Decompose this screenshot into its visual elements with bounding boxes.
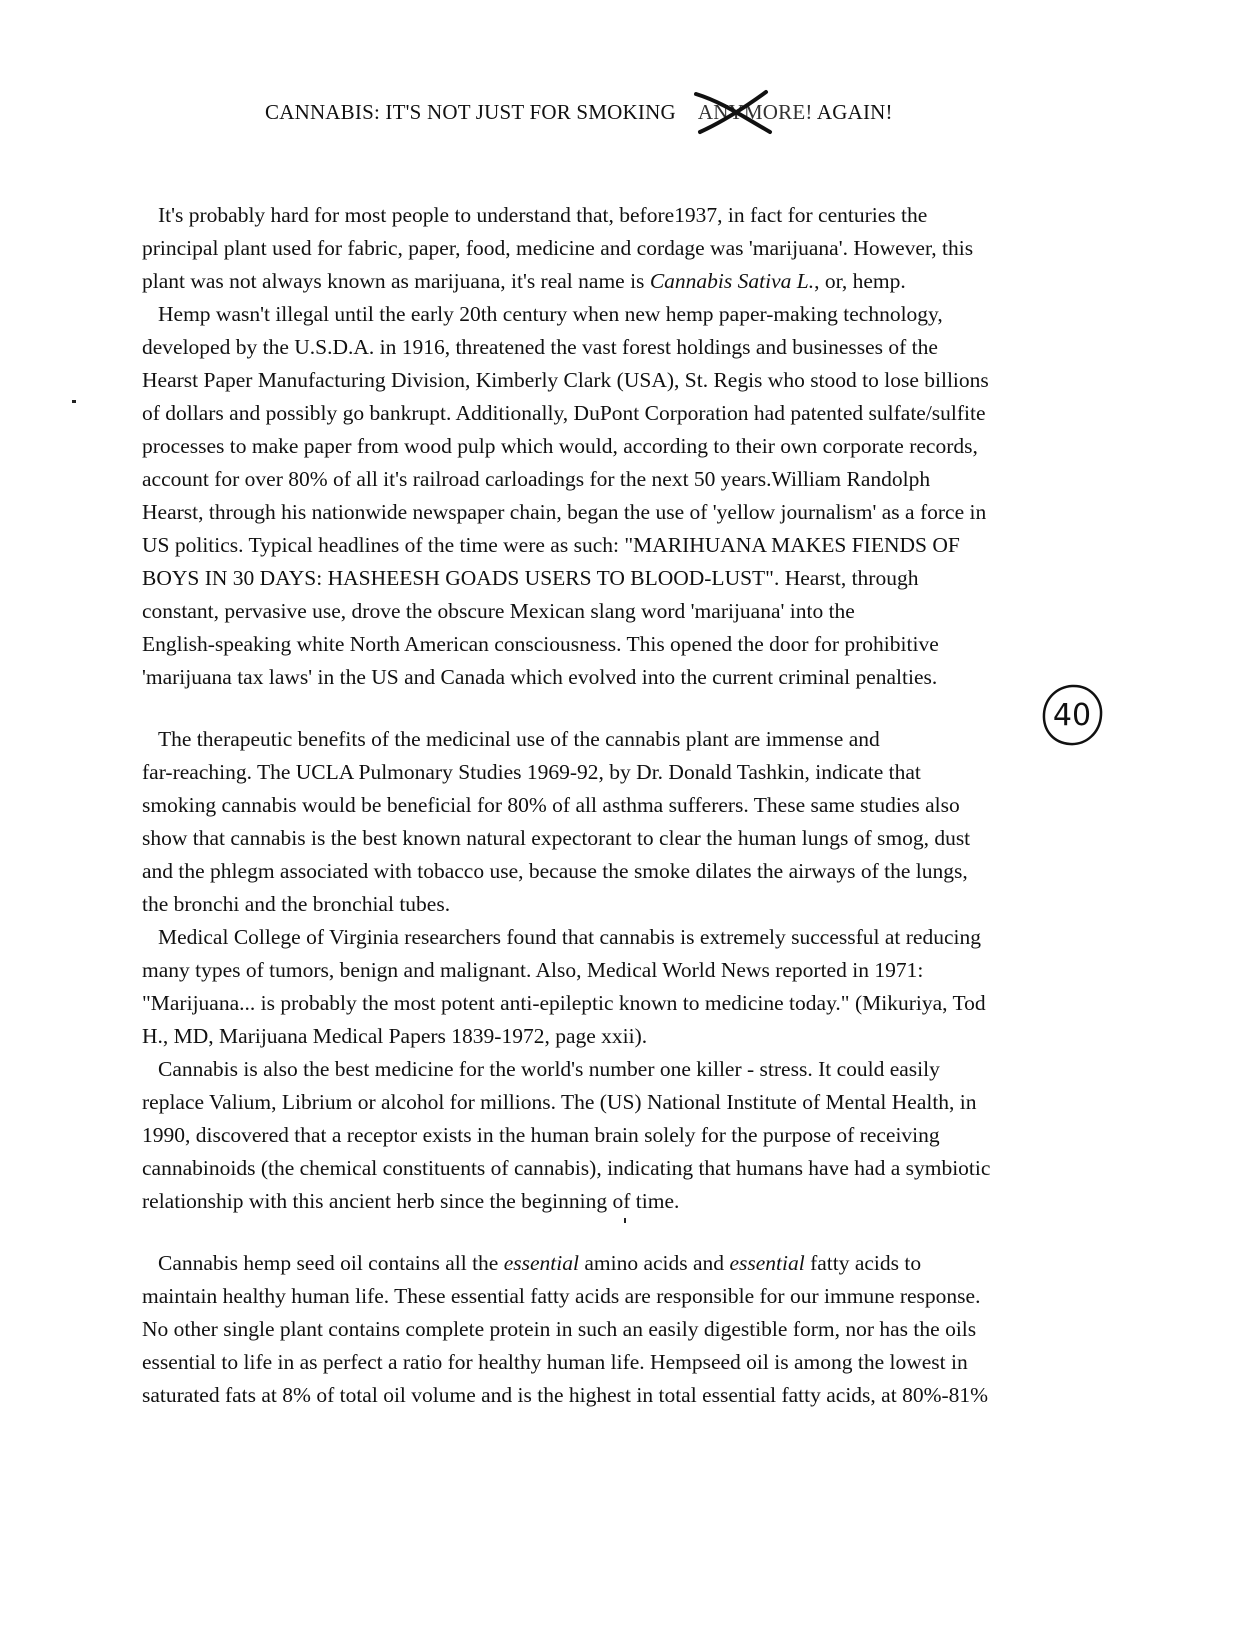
section-medicinal xyxy=(142,723,1102,1218)
text-run: far-reaching. The UCLA Pulmonary Studies 1969-92, by Dr. Donald Tashkin, indicate that xyxy=(142,760,921,784)
text-run: Hemp wasn't illegal until the early 20th century when new hemp paper-making technology, xyxy=(158,302,943,326)
text-run: smoking cannabis would be beneficial for 80% of all asthma sufferers. These same studies also xyxy=(142,793,960,817)
text-run: No other single plant contains complete protein in such an easily digestible form, nor has the oils xyxy=(142,1317,977,1341)
text-run: saturated fats at 8% of total oil volume and is the highest in total essential fatty acids, at 80%-81% xyxy=(142,1383,989,1407)
struck-word xyxy=(698,100,813,125)
text-run: BOYS IN 30 DAYS: HASHEESH GOADS USERS TO BLOOD-LUST". Hearst, through xyxy=(142,566,919,590)
text-run: 1990, discovered that a receptor exists in the human brain solely for the purpose of receiving xyxy=(142,1123,940,1147)
text-line xyxy=(142,1346,1102,1379)
hand-drawn-circle-icon xyxy=(1040,683,1104,747)
italic-text: Cannabis Sativa L. xyxy=(649,269,815,293)
text-line xyxy=(142,789,1102,822)
section-history xyxy=(142,199,1102,694)
text-line xyxy=(142,628,1102,661)
text-run: fatty acids to xyxy=(804,1251,922,1275)
text-line xyxy=(142,430,1102,463)
text-line xyxy=(142,661,1102,694)
text-line xyxy=(142,331,1102,364)
title-main: CANNABIS: IT'S NOT JUST FOR SMOKING xyxy=(265,100,676,124)
scan-speck xyxy=(624,1218,626,1223)
text-run: constant, pervasive use, drove the obscure Mexican slang word 'marijuana' into the xyxy=(142,599,855,623)
text-line xyxy=(142,232,1102,265)
text-run: The therapeutic benefits of the medicinal use of the cannabis plant are immense and xyxy=(158,727,880,751)
text-run: Hearst Paper Manufacturing Division, Kimberly Clark (USA), St. Regis who stood to lose billions xyxy=(142,368,989,392)
text-line xyxy=(142,1053,1102,1086)
title-replacement: AGAIN! xyxy=(816,100,893,124)
text-run: developed by the U.S.D.A. in 1916, threatened the vast forest holdings and businesses of the xyxy=(142,335,938,359)
text-line xyxy=(142,756,1102,789)
text-run: relationship with this ancient herb since the beginning of time. xyxy=(142,1189,680,1213)
text-run: of dollars and possibly go bankrupt. Additionally, DuPont Corporation had patented sulfate/sulfite xyxy=(142,401,986,425)
text-run: replace Valium, Librium or alcohol for millions. The (US) National Institute of Mental Health, in xyxy=(142,1090,977,1114)
text-line xyxy=(142,1086,1102,1119)
text-run: plant was not always known as marijuana, it's real name is xyxy=(142,269,650,293)
text-run: show that cannabis is the best known natural expectorant to clear the human lungs of smog, dust xyxy=(142,826,971,850)
text-run: English-speaking white North American consciousness. This opened the door for prohibitive xyxy=(142,632,939,656)
text-line xyxy=(142,1247,1102,1280)
text-run: "Marijuana... is probably the most potent anti-epileptic known to medicine today." (Mikuriya, Tod xyxy=(142,991,986,1015)
text-line xyxy=(142,364,1102,397)
text-run: account for over 80% of all it's railroad carloadings for the next 50 years.William Randolph xyxy=(142,467,931,491)
text-run: Medical College of Virginia researchers found that cannabis is extremely successful at reducing xyxy=(158,925,981,949)
page-number-text: 40 xyxy=(1052,698,1092,733)
text-line xyxy=(142,1379,1102,1412)
text-line xyxy=(142,397,1102,430)
text-run: H., MD, Marijuana Medical Papers 1839-1972, page xxii). xyxy=(142,1024,648,1048)
struck-word-text: ANYMORE! xyxy=(697,100,813,124)
handwritten-page-number xyxy=(1040,683,1104,747)
text-line xyxy=(142,888,1102,921)
text-run: US politics. Typical headlines of the time were as such: "MARIHUANA MAKES FIENDS OF xyxy=(142,533,960,557)
text-line xyxy=(142,298,1102,331)
italic-text: essential xyxy=(729,1251,805,1275)
text-run: 'marijuana tax laws' in the US and Canada which evolved into the current criminal penalties. xyxy=(142,665,938,689)
text-line xyxy=(142,1152,1102,1185)
section-hemp-seed-oil xyxy=(142,1247,1102,1412)
text-run: It's probably hard for most people to understand that, before1937, in fact for centuries the xyxy=(158,203,928,227)
text-line xyxy=(142,463,1102,496)
text-run: , or, hemp. xyxy=(814,269,906,293)
text-run: many types of tumors, benign and malignant. Also, Medical World News reported in 1971: xyxy=(142,958,924,982)
text-run: maintain healthy human life. These essential fatty acids are responsible for our immune response. xyxy=(142,1284,981,1308)
text-line xyxy=(142,1313,1102,1346)
text-line xyxy=(142,1185,1102,1218)
text-line xyxy=(142,855,1102,888)
text-run: amino acids and xyxy=(578,1251,730,1275)
document-title xyxy=(265,100,893,125)
text-line xyxy=(142,265,1102,298)
text-line xyxy=(142,529,1102,562)
text-line xyxy=(142,1280,1102,1313)
handwritten-strikeout-icon xyxy=(692,88,780,138)
text-run: essential to life in as perfect a ratio for healthy human life. Hempseed oil is among the lowest in xyxy=(142,1350,968,1374)
text-line xyxy=(142,987,1102,1020)
scan-speck xyxy=(72,400,76,403)
text-line xyxy=(142,595,1102,628)
text-line xyxy=(142,921,1102,954)
text-line xyxy=(142,1119,1102,1152)
text-line xyxy=(142,562,1102,595)
text-line xyxy=(142,954,1102,987)
text-run: and the phlegm associated with tobacco use, because the smoke dilates the airways of the lungs, xyxy=(142,859,968,883)
text-run: Cannabis hemp seed oil contains all the xyxy=(158,1251,504,1275)
text-line xyxy=(142,496,1102,529)
text-run: processes to make paper from wood pulp which would, according to their own corporate records, xyxy=(142,434,978,458)
text-line xyxy=(142,199,1102,232)
text-run: cannabinoids (the chemical constituents of cannabis), indicating that humans have had a symbiotic xyxy=(142,1156,991,1180)
text-run: Hearst, through his nationwide newspaper chain, began the use of 'yellow journalism' as a force in xyxy=(142,500,987,524)
text-line xyxy=(142,1020,1102,1053)
text-run: Cannabis is also the best medicine for the world's number one killer - stress. It could easily xyxy=(158,1057,940,1081)
text-run: principal plant used for fabric, paper, food, medicine and cordage was 'marijuana'. However, this xyxy=(142,236,974,260)
text-run: the bronchi and the bronchial tubes. xyxy=(142,892,451,916)
text-line xyxy=(142,822,1102,855)
text-line xyxy=(142,723,1102,756)
italic-text: essential xyxy=(503,1251,579,1275)
